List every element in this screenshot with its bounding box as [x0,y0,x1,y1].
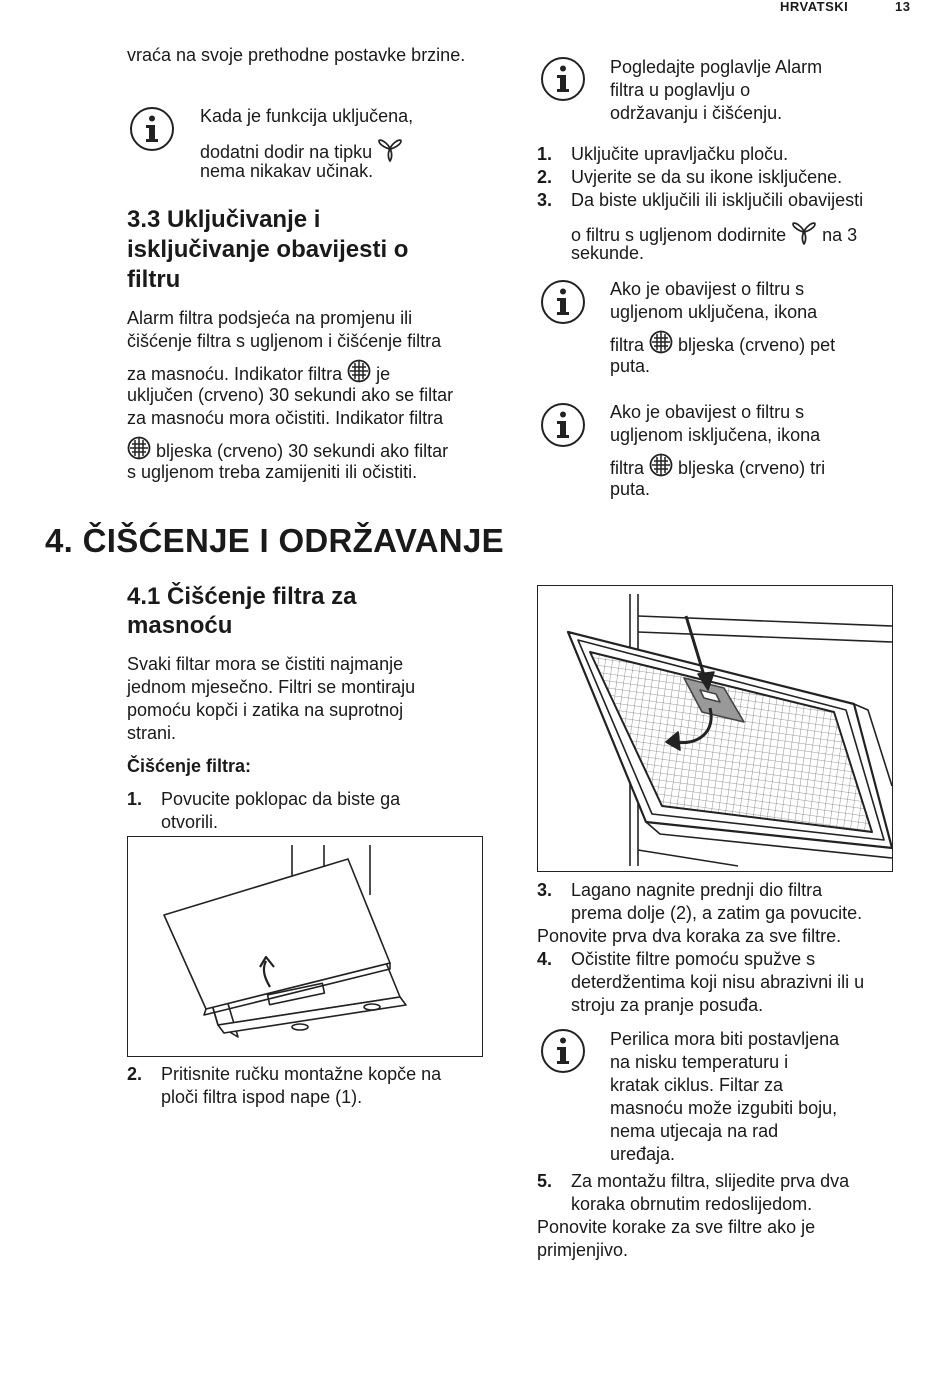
note-off-l1: Ako je obavijest o filtru s [610,402,805,422]
note-on-l3 [610,330,835,357]
note-off-l4: puta. [610,479,651,499]
step-text-l2b: na 3 [822,225,858,245]
step-text-l2: prema dolje (2), a zatim ga povucite. [571,903,863,923]
info-icon [540,56,586,102]
section-3-3-title-l2: isključivanje obavijesti o [127,236,409,263]
repeat-all-l1: Ponovite korake za sve filtre ako je [537,1217,816,1237]
step-number: 1. [127,789,143,809]
step-text: Uvjerite se da su ikone isključene. [571,167,843,187]
note-wash-l1: Perilica mora biti postavljena [610,1029,840,1049]
step-number: 3. [537,880,553,900]
alarm-para-l3-tail: je [376,364,391,384]
intro-l1: Svaki filtar mora se čistiti najmanje [127,654,404,674]
alarm-para-l5: za masnoću mora očistiti. Indikator filtra [127,408,444,428]
step-number: 1. [537,144,553,164]
intro-l2: jednom mjesečno. Filtri se montiraju [127,677,416,697]
running-header-language: HRVATSKI [780,0,849,14]
note-off-l3 [610,453,825,480]
filter-grid-icon [649,453,673,477]
step-text-l1: Lagano nagnite prednji dio filtra [571,880,823,900]
step-text-l1: Da biste uključili ili isključili obavijesti [571,190,864,210]
note-function-on-l1: Kada je funkcija uključena, [200,106,414,126]
step-number: 2. [537,167,553,187]
alarm-para-l2: čišćenje filtra s ugljenom i čišćenje filtra [127,331,442,351]
note-on-l4: puta. [610,356,651,376]
step-text-l3: sekunde. [571,243,645,263]
note-off-l3a: filtra [610,458,645,478]
step-number: 3. [537,190,553,210]
note-wash-l5: nema utjecaja na rad [610,1121,779,1141]
info-icon [129,106,175,152]
note-wash-l4: masnoću može izgubiti boju, [610,1098,838,1118]
step-4-clean-filters [537,948,937,1017]
filter-grid-icon [127,436,151,460]
note-off-l2: ugljenom isključena, ikona [610,425,821,445]
figure-hood-cover-open [127,836,483,1057]
paragraph-speed-revert: vraća na svoje prethodne postavke brzine. [127,45,466,65]
repeat-first-two-steps: Ponovite prva dva koraka za sve filtre. [537,926,842,946]
step-2-icons-off [537,166,917,189]
info-icon [540,279,586,325]
note-wash-l2: na nisku temperaturu i [610,1052,789,1072]
fan-icon [377,136,403,162]
section-4-1-title-l1: 4.1 Čišćenje filtra za [127,583,357,610]
step-text-l3: stroju za pranje posuđa. [571,995,764,1015]
step-text-l2: ploči filtra ispod nape (1). [161,1087,363,1107]
step-number: 5. [537,1171,553,1191]
step-text-l2: deterdžentima koji nisu abrazivni ili u [571,972,865,992]
alarm-para-l6-text: bljeska (crveno) 30 sekundi ako filtar [156,441,449,461]
filter-grid-icon [649,330,673,354]
filter-illustration [538,586,892,871]
filter-grid-icon [347,359,371,383]
note-ref-l3: održavanju i čišćenju. [610,103,783,123]
section-3-3-title-l1: 3.3 Uključivanje i [127,206,321,233]
page-number: 13 [895,0,911,14]
step-number: 2. [127,1064,143,1084]
section-4-1-title-l2: masnoću [127,612,233,639]
alarm-para-l1: Alarm filtra podsjeća na promjenu ili [127,308,413,328]
step-text: Uključite upravljačku ploču. [571,144,789,164]
note-wash-l6: uređaja. [610,1144,676,1164]
note-ref-l1: Pogledajte poglavlje Alarm [610,57,823,77]
info-icon [540,1028,586,1074]
hood-illustration [128,837,482,1056]
fan-icon [791,219,817,245]
intro-l3: pomoću kopči i zatika na suprotnoj [127,700,404,720]
note-on-l3a: filtra [610,335,645,355]
note-function-on-text: dodatni dodir na tipku [200,142,373,162]
note-on-l1: Ako je obavijest o filtru s [610,279,805,299]
alarm-para-l6 [127,436,448,463]
step-1-control-panel [537,143,917,166]
step-text-l2: koraka obrnutim redoslijedom. [571,1194,813,1214]
alarm-para-l7: s ugljenom treba zamijeniti ili očistiti. [127,462,418,482]
note-ref-l2: filtra u poglavlju o [610,80,751,100]
repeat-all-l2: primjenjivo. [537,1240,629,1260]
alarm-para-l3-text: za masnoću. Indikator filtra [127,364,343,384]
subheading-cleaning: Čišćenje filtra: [127,756,252,776]
note-wash-l3: kratak ciklus. Filtar za [610,1075,784,1095]
step-3-tilt-filter [537,879,937,925]
step-3-toggle-notification [537,189,937,269]
note-off-l3b: bljeska (crveno) tri [678,458,826,478]
info-icon [540,402,586,448]
alarm-para-l4: uključen (crveno) 30 sekundi ako se filtar [127,385,454,405]
section-3-3-title-l3: filtru [127,266,181,293]
intro-l4: strani. [127,723,177,743]
step-number: 4. [537,949,553,969]
chapter-4-title: 4. ČIŠĆENJE I ODRŽAVANJE [45,522,504,559]
step-text-l2: otvorili. [161,812,219,832]
figure-filter-removal [537,585,893,872]
note-function-on-l3: nema nikakav učinak. [200,161,374,181]
step-2-press-clip [127,1063,487,1109]
step-1-open-cover [127,788,487,834]
note-on-l3b: bljeska (crveno) pet [678,335,836,355]
step-5-reassemble [537,1170,937,1216]
note-on-l2: ugljenom uključena, ikona [610,302,818,322]
step-text-l1: Pritisnite ručku montažne kopče na [161,1064,442,1084]
alarm-para-l3 [127,359,390,386]
step-text-l1: Za montažu filtra, slijedite prva dva [571,1171,850,1191]
step-text-l2a: o filtru s ugljenom dodirnite [571,225,787,245]
step-text-l1: Očistite filtre pomoću spužve s [571,949,816,969]
step-text-l1: Povucite poklopac da biste ga [161,789,401,809]
